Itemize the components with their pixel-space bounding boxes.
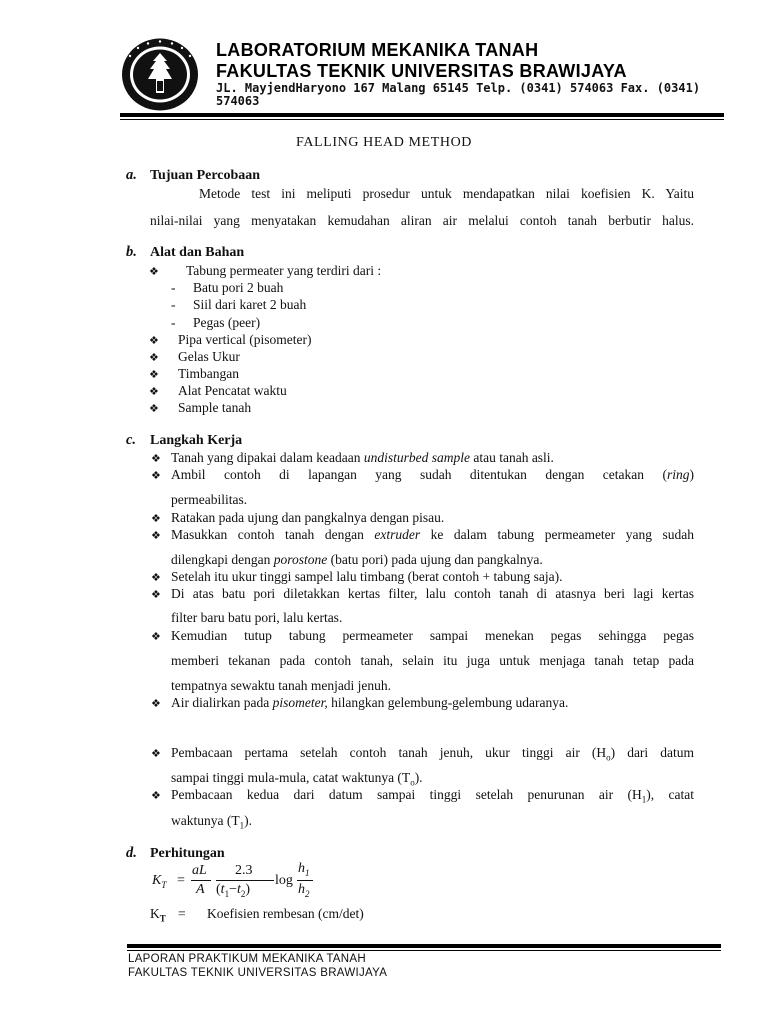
section-c-title: Langkah Kerja [150, 433, 243, 448]
step-9: Pembacaan pertama setelah contoh tanah jenuh, ukur tinggi air $(H_o)$ dari datum [171, 745, 694, 763]
diamond-bullet-icon: ❖ [149, 335, 159, 347]
diamond-bullet-icon: ❖ [151, 698, 161, 710]
equipment-item: Timbangan [178, 366, 240, 381]
step-2-line2: permeabilitas. [171, 492, 248, 507]
definition-equals: = [178, 906, 186, 921]
diamond-bullet-icon: ❖ [151, 631, 161, 643]
diamond-bullet-icon: ❖ [151, 530, 161, 542]
step-4: Masukkan contoh tanah dengan extruder ke dalam tabung permeameter yang sudah [171, 527, 694, 542]
equipment-item: Alat Pencatat waktu [178, 383, 287, 398]
section-b-letter: b. [126, 244, 137, 260]
diamond-bullet-icon: ❖ [151, 470, 161, 482]
equipment-item: Pipa vertical (pisometer) [178, 332, 312, 347]
diamond-bullet-icon: ❖ [149, 352, 159, 364]
equipment-subitem: Siil dari karet 2 buah [193, 297, 307, 312]
diamond-bullet-icon: ❖ [149, 266, 159, 278]
equipment-item: Gelas Ukur [178, 349, 240, 364]
diamond-bullet-icon: ❖ [151, 589, 161, 601]
diamond-bullet-icon: ❖ [149, 403, 159, 415]
lab-name: LABORATORIUM MEKANIKA TANAH [216, 40, 539, 60]
section-b-title: Alat dan Bahan [150, 245, 245, 260]
step-10: Pembacaan kedua dari datum sampai tinggi setelah penurunan air $(H_1)$, catat [171, 787, 694, 805]
step-3: Ratakan pada ujung dan pangkalnya dengan pisau. [171, 510, 445, 525]
footer-rule-thick [127, 944, 721, 948]
formula-equals: = [177, 873, 185, 888]
diamond-bullet-icon: ❖ [151, 790, 161, 802]
step-1: Tanah yang dipakai dalam keadaan undisturbed sample atau tanah asli. [171, 450, 554, 465]
diamond-bullet-icon: ❖ [151, 572, 161, 584]
equipment-item: Tabung permeater yang terdiri dari : [186, 263, 382, 278]
document-title: FALLING HEAD METHOD [295, 135, 472, 150]
dash-bullet-icon: - [171, 297, 176, 312]
equipment-subitem: Pegas (peer) [193, 315, 261, 330]
formula-den1: A [196, 882, 205, 897]
section-a-letter: a. [126, 167, 137, 183]
step-10-line2: waktunya $(T_1)$. [171, 813, 252, 831]
footer-rule-thin [127, 950, 721, 951]
step-8: Air dialirkan pada pisometer, hilangkan gelembung-gelembung udaranya. [171, 695, 569, 710]
section-c-letter: c. [126, 432, 137, 448]
fraction-bar [297, 880, 313, 881]
formula-den2: $(t_1-t_2)$ [216, 882, 251, 899]
diamond-bullet-icon: ❖ [151, 453, 161, 465]
university-logo [120, 37, 200, 112]
step-6-line2: filter baru batu pori, lalu kertas. [171, 610, 343, 625]
definition-text: Koefisien rembesan (cm/det) [207, 906, 364, 921]
header-rule-thick [120, 113, 724, 117]
formula-lhs: $K_T$ [152, 873, 167, 890]
section-a-title: Tujuan Percobaan [150, 168, 261, 183]
formula [150, 860, 320, 904]
section-d-title: Perhitungan [150, 846, 225, 861]
diamond-bullet-icon: ❖ [151, 513, 161, 525]
section-d-letter: d. [126, 845, 137, 861]
section-a-line2: nilai-nilai yang menyatakan kemudahan aliran air melalui contoh tanah berbutir halus. [150, 213, 694, 228]
diamond-bullet-icon: ❖ [149, 369, 159, 381]
step-5: Setelah itu ukur tinggi sampel lalu timbang (berat contoh + tabung saja). [171, 569, 563, 584]
footer-line-1: LAPORAN PRAKTIKUM MEKANIKA TANAH [128, 953, 366, 965]
formula-num2: 2.3 [235, 863, 253, 878]
dash-bullet-icon: - [171, 280, 176, 295]
dash-bullet-icon: - [171, 315, 176, 330]
formula-num1: aL [192, 863, 207, 878]
step-7-line3: tempatnya sewaktu tanah menjadi jenuh. [171, 678, 392, 693]
fraction-bar [216, 880, 274, 881]
step-4-line2: dilengkapi dengan porostone (batu pori) pada ujung dan pangkalnya. [171, 552, 543, 567]
step-2: Ambil contoh di lapangan yang sudah ditentukan dengan cetakan (ring) [171, 467, 694, 482]
address: JL. MayjendHaryono 167 Malang 65145 Telp. (0341) 574063 Fax. (0341) 574063 [216, 81, 701, 108]
fraction-bar [191, 880, 211, 881]
equipment-subitem: Batu pori 2 buah [193, 280, 284, 295]
diamond-bullet-icon: ❖ [149, 386, 159, 398]
step-6: Di atas batu pori diletakkan kertas filter, lalu contoh tanah di atasnya beri lagi kertas [171, 586, 694, 601]
faculty-name: FAKULTAS TEKNIK UNIVERSITAS BRAWIJAYA [216, 61, 627, 81]
formula-log: log [275, 873, 293, 888]
definition-symbol: $K_T$ [150, 906, 166, 924]
section-a-line1: Metode test ini meliputi prosedur untuk mendapatkan nilai koefisien K. Yaitu [199, 186, 694, 201]
step-7: Kemudian tutup tabung permeameter sampai menekan pegas sehingga pegas [171, 628, 694, 643]
equipment-item: Sample tanah [178, 400, 252, 415]
step-9-line2: sampai tinggi mula-mula, catat waktunya $(T_o)$. [171, 770, 423, 788]
footer-line-2: FAKULTAS TEKNIK UNIVERSITAS BRAWIJAYA [128, 967, 388, 979]
step-7-line2: memberi tekanan pada contoh tanah, selain itu juga untuk menjaga tanah tetap pada [171, 653, 694, 668]
formula-num3: $h_1$ [298, 861, 310, 878]
formula-den3: $h_2$ [298, 882, 310, 899]
diamond-bullet-icon: ❖ [151, 748, 161, 760]
header-rule-thin [120, 119, 724, 120]
